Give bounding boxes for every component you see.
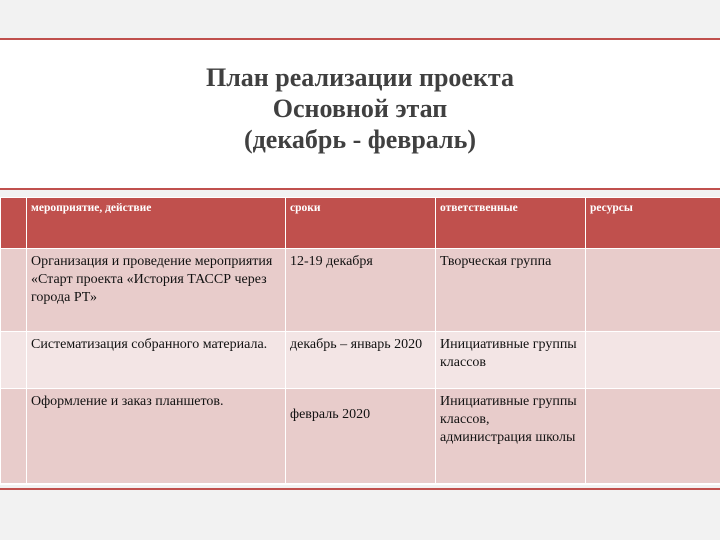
table-row	[1, 389, 720, 484]
title-line-1: План реализации проекта	[205, 63, 515, 92]
cell-responsible: Инициативные группы классов, администрация школы	[436, 389, 586, 484]
cell-term: декабрь – январь 2020	[286, 332, 436, 389]
mid-rule	[0, 188, 720, 190]
row-gutter-cell	[1, 332, 27, 389]
plan-table	[0, 197, 720, 484]
row-gutter-cell	[1, 389, 27, 484]
slide-title	[0, 62, 720, 155]
header-resources: ресурсы	[586, 198, 720, 249]
cell-action: Систематизация собранного материала.	[27, 332, 286, 389]
table-row	[1, 249, 720, 332]
cell-term-text: февраль 2020	[290, 407, 371, 422]
table-header-row	[1, 198, 720, 249]
cell-action: Оформление и заказ планшетов.	[27, 389, 286, 484]
cell-resources	[586, 249, 720, 332]
header-action: мероприятие, действие	[27, 198, 286, 249]
cell-resources	[586, 389, 720, 484]
cell-action: Организация и проведение мероприятия «Старт проекта «История ТАССР через города РТ»	[27, 249, 286, 332]
header-term: сроки	[286, 198, 436, 249]
cell-term	[286, 389, 436, 484]
header-responsible: ответственные	[436, 198, 586, 249]
table-row	[1, 332, 720, 389]
bottom-band	[0, 496, 720, 540]
title-line-2: Основной этап	[272, 94, 448, 123]
title-line-3: (декабрь - февраль)	[243, 125, 477, 154]
bottom-rule	[0, 488, 720, 490]
header-gutter-cell	[1, 198, 27, 249]
row-gutter-cell	[1, 249, 27, 332]
cell-responsible: Инициативные группы классов	[436, 332, 586, 389]
cell-resources	[586, 332, 720, 389]
cell-term: 12-19 декабря	[286, 249, 436, 332]
plan-table-container	[0, 197, 720, 485]
top-band	[0, 0, 720, 38]
cell-responsible: Творческая группа	[436, 249, 586, 332]
